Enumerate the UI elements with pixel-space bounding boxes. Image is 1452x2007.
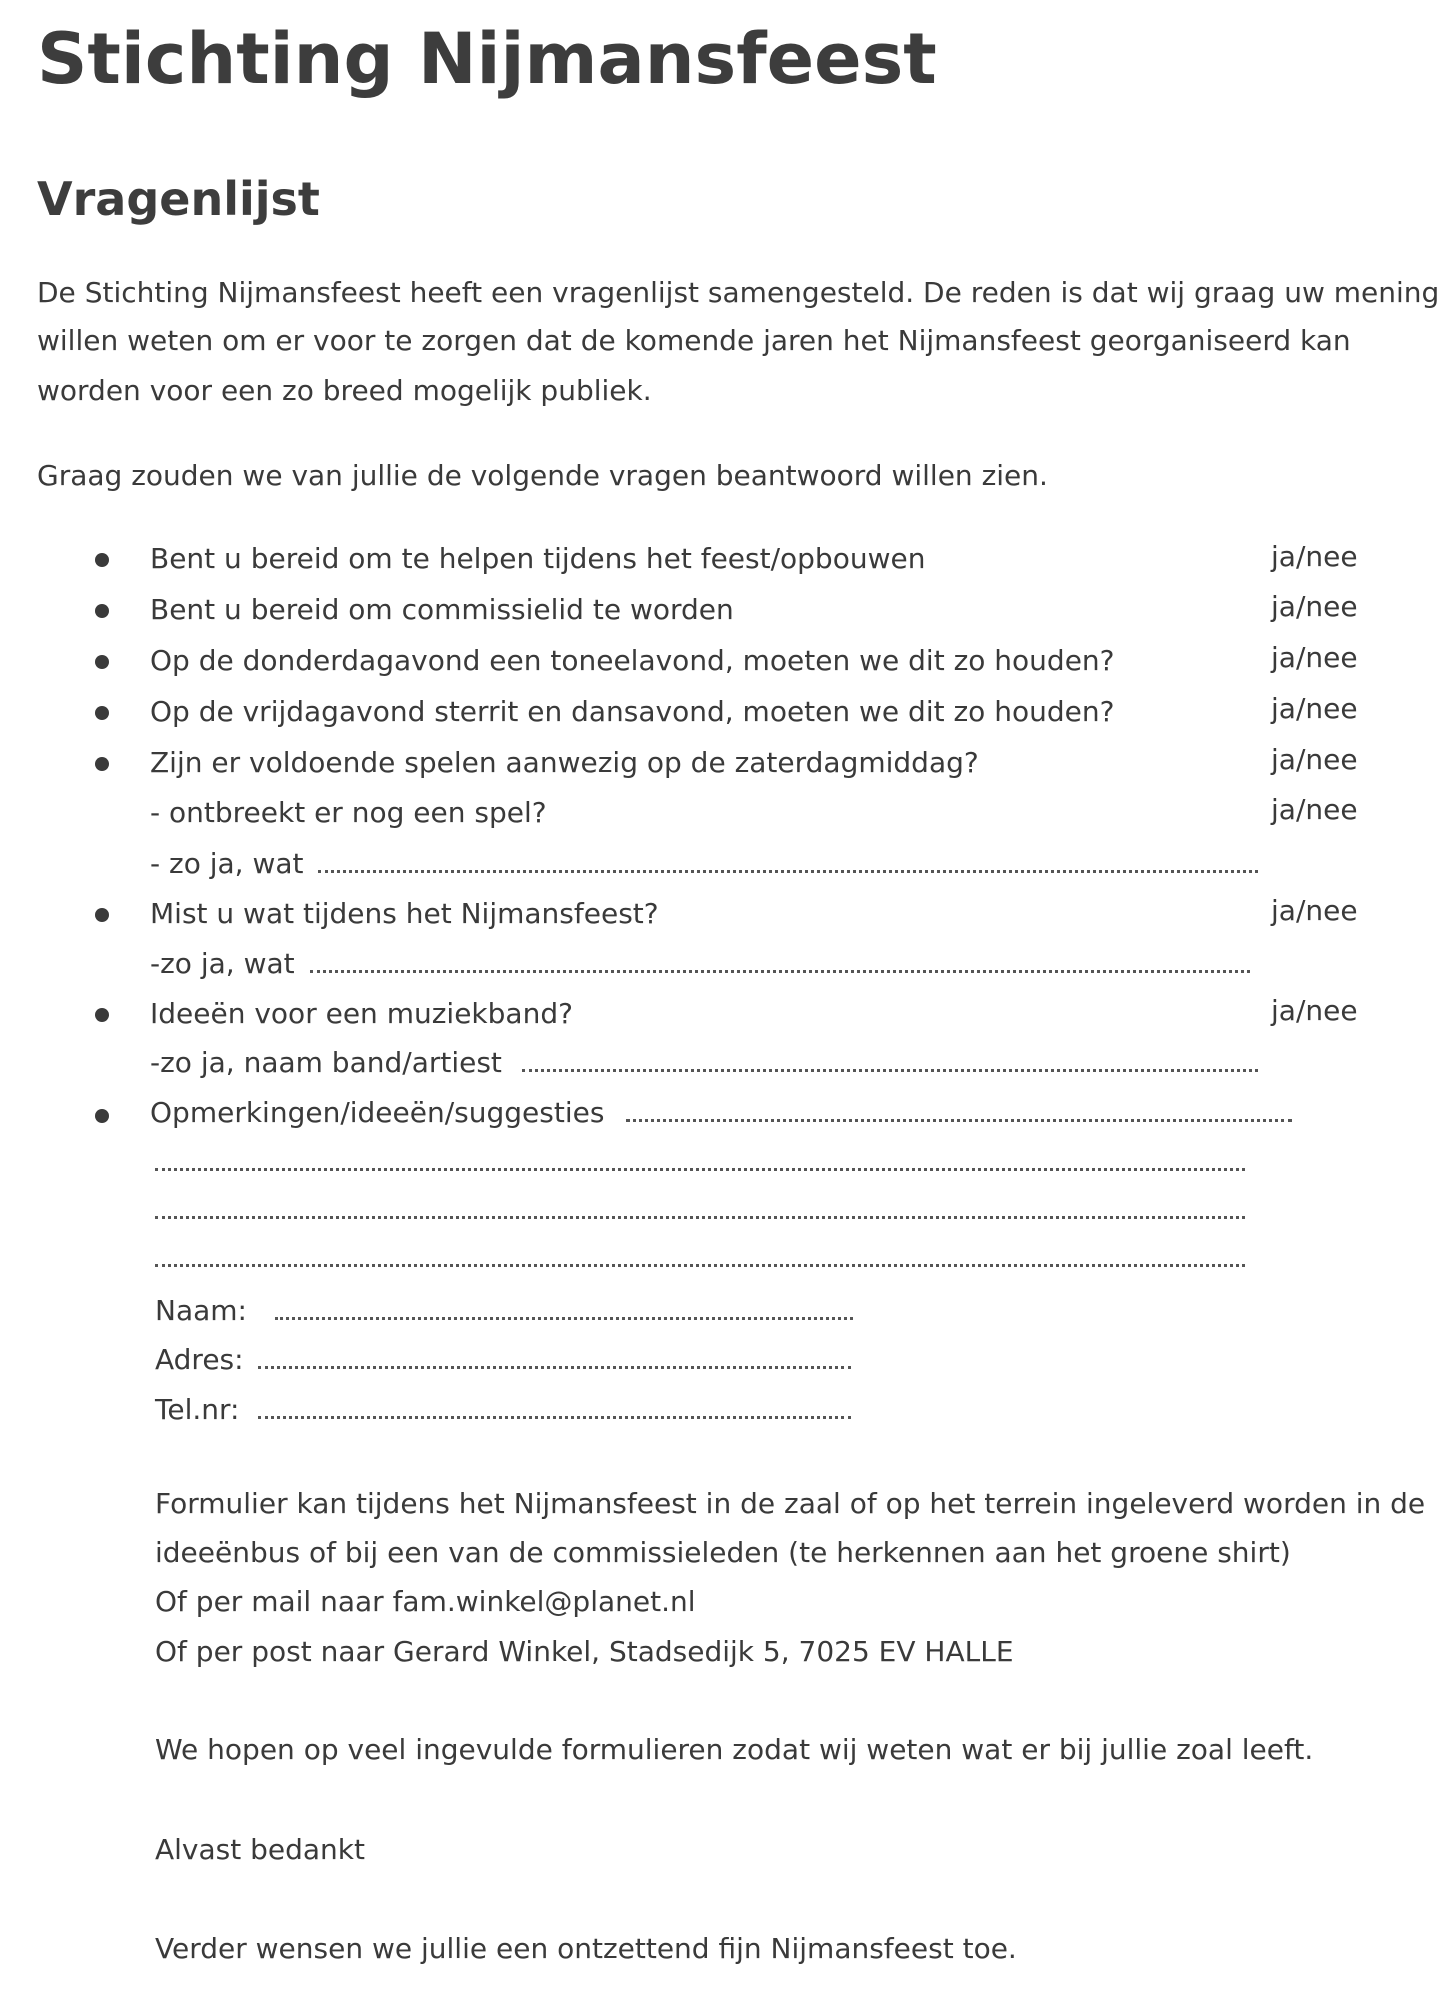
- address-label: Adres:: [155, 1343, 244, 1376]
- question-6: Mist u wat tijdens het Nijmansfeest?: [150, 897, 659, 930]
- phone-label: Tel.nr:: [155, 1393, 240, 1426]
- address-field[interactable]: [258, 1366, 851, 1369]
- closing-wishes: Verder wensen we jullie een ontzettend fijn Nijmansfeest toe.: [155, 1932, 1017, 1965]
- answer-option-6[interactable]: ja/nee: [1271, 894, 1358, 927]
- answer-option-1[interactable]: ja/nee: [1271, 540, 1358, 573]
- answer-option-7[interactable]: ja/nee: [1271, 994, 1358, 1027]
- bullet-dot: [95, 908, 109, 922]
- question-1: Bent u bereid om te helpen tijdens het feest/opbouwen: [150, 542, 926, 575]
- answer-option-5-sub[interactable]: ja/nee: [1271, 793, 1358, 826]
- answer-option-2[interactable]: ja/nee: [1271, 590, 1358, 623]
- question-4: Op de vrijdagavond sterrit en dansavond, moeten we dit zo houden?: [150, 695, 1115, 728]
- question-8: Opmerkingen/ideeën/suggesties: [150, 1096, 605, 1129]
- organization-title: Stichting Nijmansfeest: [37, 18, 937, 100]
- closing-thanks: Alvast bedankt: [155, 1833, 365, 1866]
- question-2: Bent u bereid om commissielid te worden: [150, 593, 734, 626]
- bullet-dot: [95, 1109, 109, 1123]
- bullet-dot: [95, 757, 109, 771]
- bullet-dot: [95, 706, 109, 720]
- answer-line-remarks-4[interactable]: [155, 1264, 1245, 1267]
- name-label: Naam:: [155, 1294, 247, 1327]
- answer-line-remarks[interactable]: [626, 1119, 1292, 1122]
- document-subtitle: Vragenlijst: [37, 172, 320, 226]
- closing-line-1: Formulier kan tijdens het Nijmansfeest in de zaal of op het terrein ingeleverd worden in de: [155, 1487, 1426, 1520]
- intro-line-2: willen weten om er voor te zorgen dat de komende jaren het Nijmansfeest georganiseerd kan: [37, 324, 1351, 357]
- answer-line-band[interactable]: [522, 1069, 1258, 1072]
- answer-option-5[interactable]: ja/nee: [1271, 743, 1358, 776]
- bullet-dot: [95, 604, 109, 618]
- question-5-sub-1: - ontbreekt er nog een spel?: [150, 796, 547, 829]
- answer-line-remarks-2[interactable]: [155, 1168, 1245, 1171]
- question-5: Zijn er voldoende spelen aanwezig op de zaterdagmiddag?: [150, 746, 979, 779]
- answer-option-3[interactable]: ja/nee: [1271, 641, 1358, 674]
- closing-line-4: Of per post naar Gerard Winkel, Stadsedijk 5, 7025 EV HALLE: [155, 1635, 1014, 1668]
- request-text: Graag zouden we van jullie de volgende vragen beantwoord willen zien.: [37, 459, 1048, 492]
- answer-option-4[interactable]: ja/nee: [1271, 692, 1358, 725]
- name-field[interactable]: [275, 1317, 853, 1320]
- intro-line-1: De Stichting Nijmansfeest heeft een vragenlijst samengesteld. De reden is dat wij graag uw mening: [37, 276, 1440, 309]
- bullet-dot: [95, 655, 109, 669]
- answer-line-missing-game[interactable]: [318, 870, 1258, 873]
- intro-line-3: worden voor een zo breed mogelijk publiek.: [37, 374, 652, 407]
- question-7-sub: -zo ja, naam band/artiest: [150, 1046, 502, 1079]
- closing-hope: We hopen op veel ingevulde formulieren zodat wij weten wat er bij jullie zoal leeft.: [155, 1733, 1314, 1766]
- question-6-sub: -zo ja, wat: [150, 947, 295, 980]
- question-5-sub-2: - zo ja, wat: [150, 847, 304, 880]
- phone-field[interactable]: [258, 1416, 851, 1419]
- question-7: Ideeën voor een muziekband?: [150, 997, 573, 1030]
- bullet-dot: [95, 1008, 109, 1022]
- bullet-dot: [95, 553, 109, 567]
- closing-line-3: Of per mail naar fam.winkel@planet.nl: [155, 1585, 696, 1618]
- answer-line-missing[interactable]: [310, 970, 1250, 973]
- answer-line-remarks-3[interactable]: [155, 1216, 1245, 1219]
- closing-line-2: ideeënbus of bij een van de commissieleden (te herkennen aan het groene shirt): [155, 1536, 1291, 1569]
- question-3: Op de donderdagavond een toneelavond, moeten we dit zo houden?: [150, 644, 1115, 677]
